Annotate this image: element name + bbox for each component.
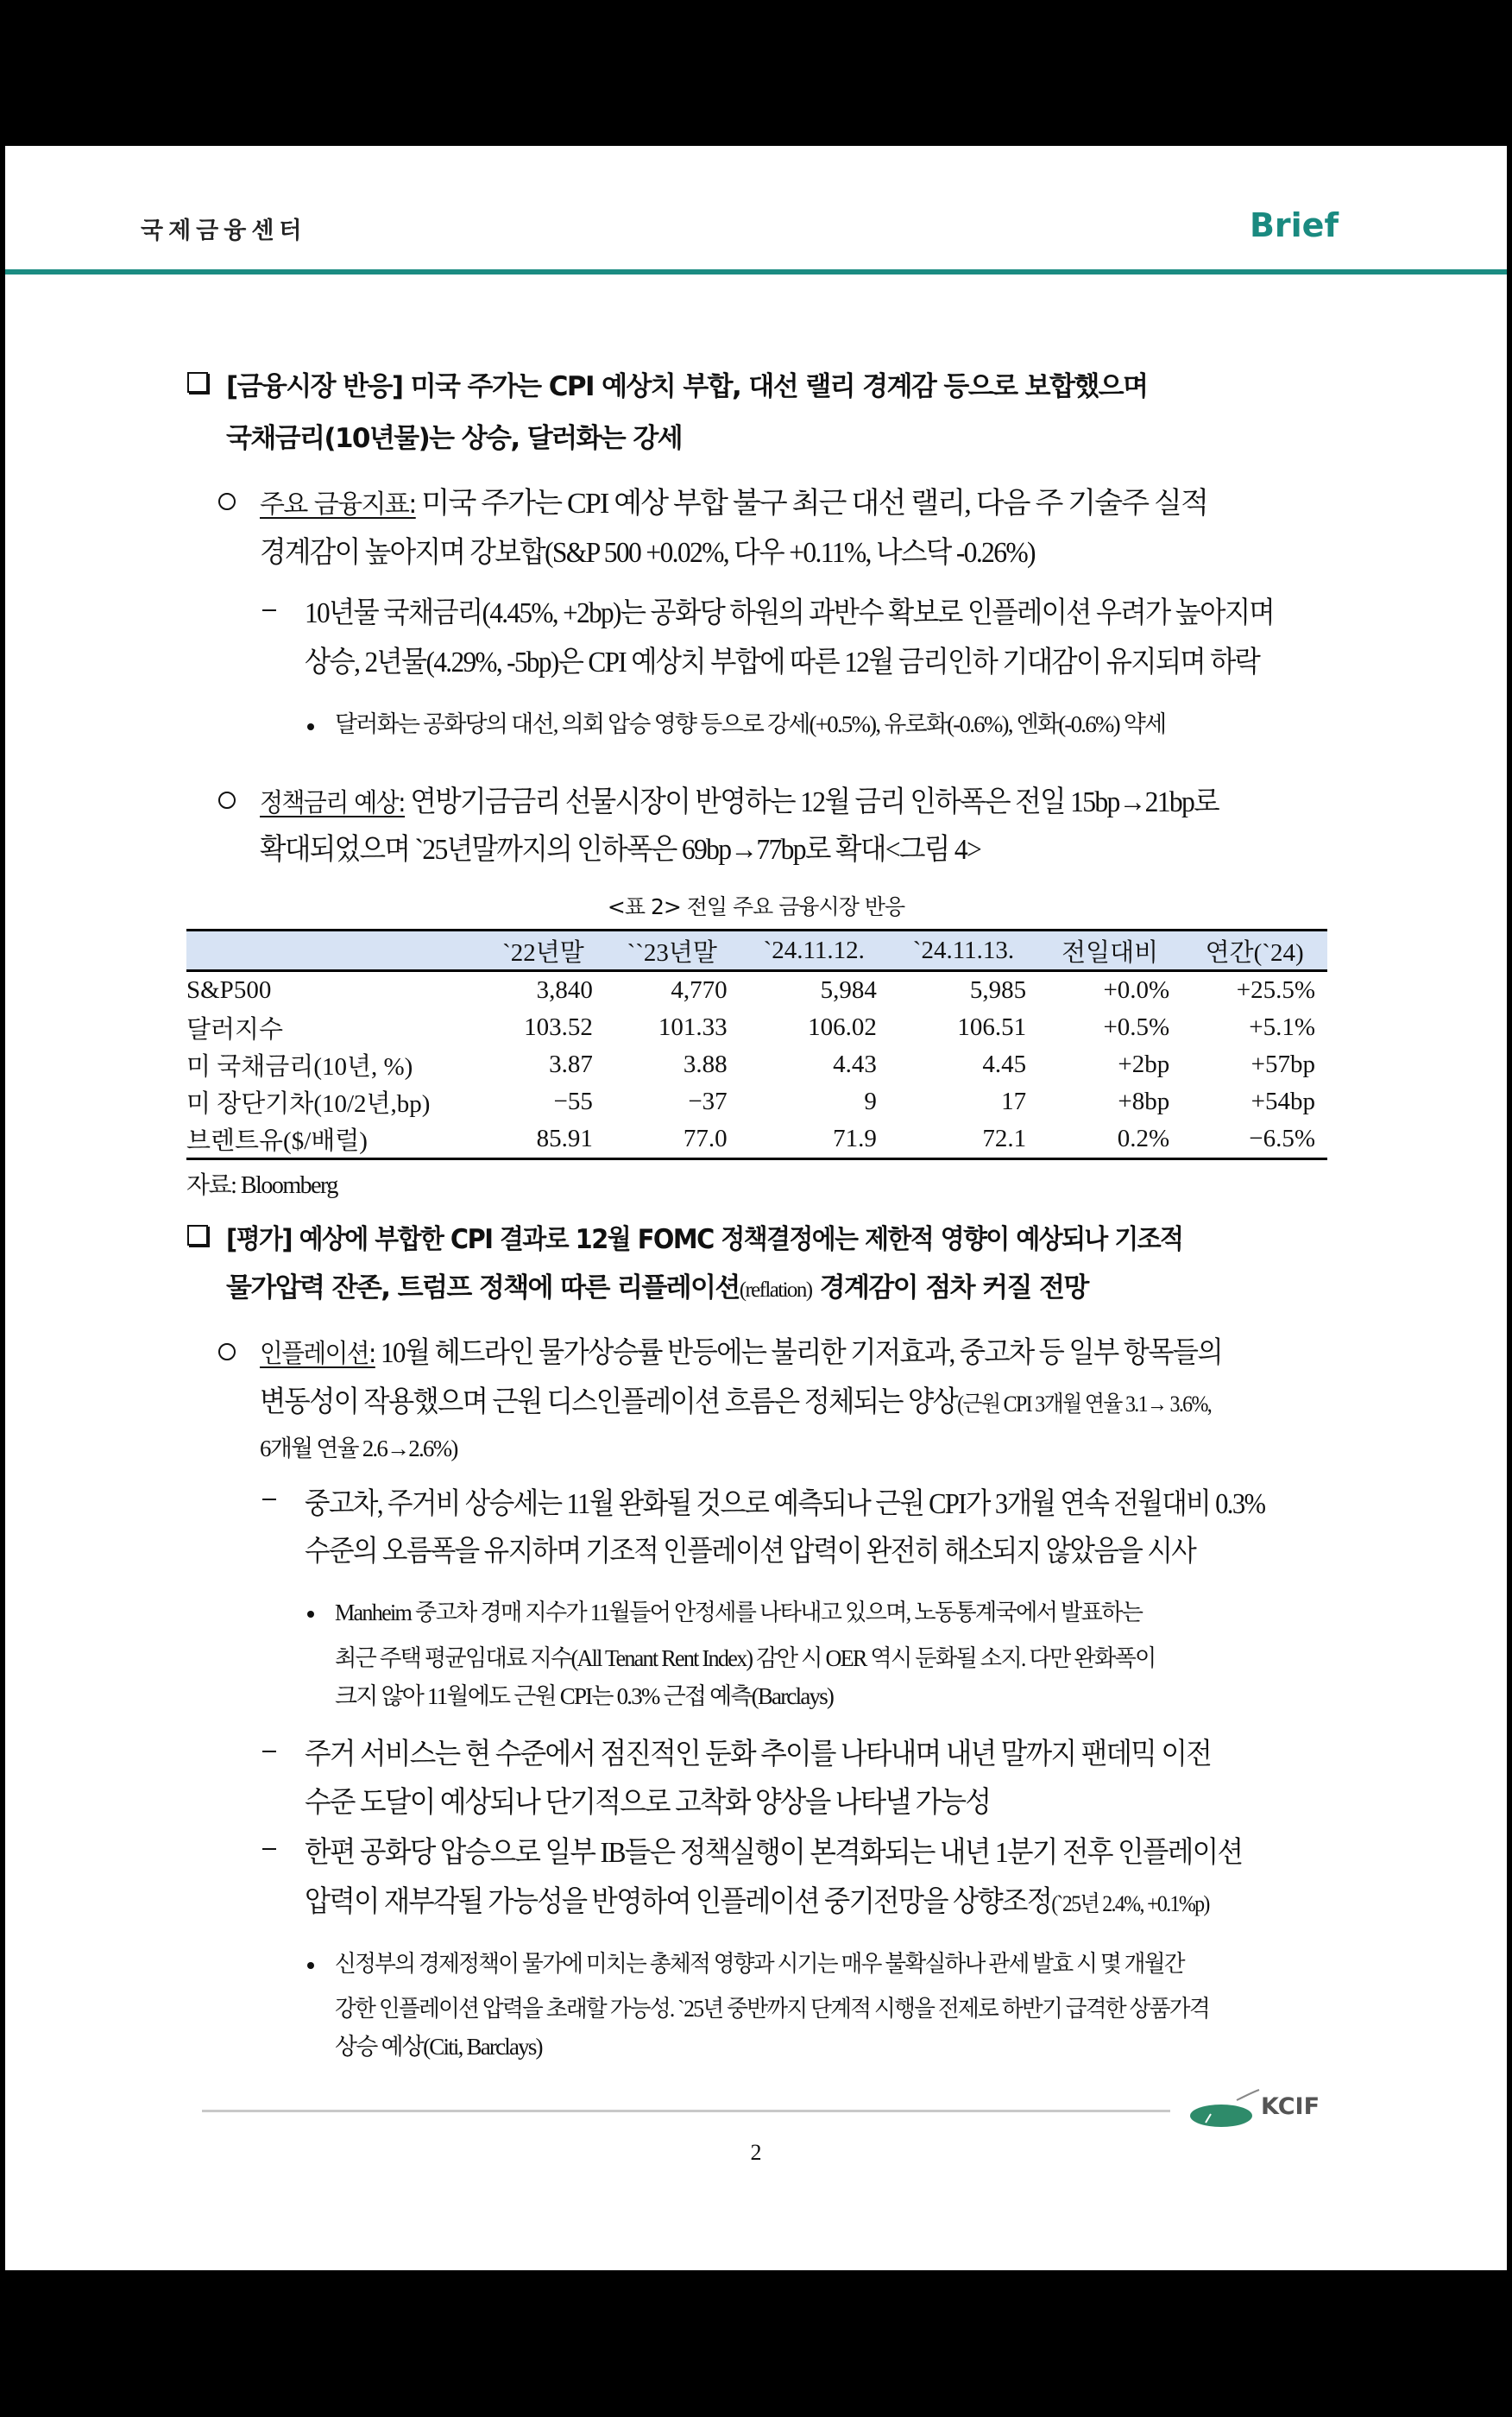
table-cell: 3.87 — [549, 1051, 593, 1078]
table-cell: +5.1% — [1249, 1013, 1315, 1041]
heading-text-en: (reflation) — [739, 1278, 812, 1302]
heading-text: 경계감이 점차 커질 전망 — [811, 1272, 1088, 1303]
ib-forecast-line2 — [305, 1877, 1209, 1920]
table-cell: 4.45 — [982, 1051, 1027, 1078]
checkbox-square-icon — [187, 372, 208, 393]
item-text: 연방기금금리 선물시장이 반영하는 12월 금리 인하폭은 전일 15bp→21bp로 — [405, 786, 1219, 818]
table-cell: +2bp — [1118, 1051, 1170, 1078]
table-cell: 0.2% — [1038, 1120, 1181, 1159]
section2-heading-line2 — [226, 1265, 1088, 1304]
table-row — [186, 1046, 1327, 1083]
item-financial-indicators-line1 — [260, 479, 1207, 521]
table-cell: +8bp — [1118, 1088, 1170, 1115]
table-row — [186, 971, 1327, 1010]
item-label: 인플레이션: — [260, 1339, 375, 1369]
column-header: 전일대비 — [1038, 931, 1181, 971]
table-cell: 106.51 — [957, 1013, 1027, 1041]
org-name: 국제금융센터 — [141, 218, 307, 244]
column-header: 연간(`24) — [1181, 931, 1327, 971]
table-source: 자료: Bloomberg — [186, 1172, 337, 1199]
item-text-note: (`25년 2.4%, +0.1%p) — [1051, 1891, 1209, 1916]
item-label: 주요 금융지표: — [260, 489, 416, 520]
column-header: `22년말 — [482, 931, 605, 971]
used-car-line2: 수준의 오름폭을 유지하며 기조적 인플레이션 압력이 완전히 해소되지 않았음을 시사 — [305, 1536, 1196, 1568]
dot-bullet-icon — [307, 723, 314, 730]
item-text: 10월 헤드라인 물가상승률 반등에는 불리한 기저효과, 중고차 등 일부 항목들의 — [375, 1337, 1222, 1369]
table-cell: 17 — [1001, 1088, 1027, 1115]
item-label: 정책금리 예상: — [260, 788, 406, 818]
manheim-line2: 최근 주택 평균임대료 지수(All Tenant Rent Index) 감안 시 OER 역시 둔화될 소지. 다만 완화폭이 — [335, 1645, 1156, 1671]
table-cell: 106.02 — [808, 1013, 877, 1041]
dash-bullet-icon — [262, 609, 276, 611]
new-gov-line2: 강한 인플레이션 압력을 초래할 가능성. `25년 중반까지 단계적 시행을 전제로 하반기 급격한 상품가격 — [335, 1996, 1209, 2022]
table-cell: +57bp — [1251, 1051, 1315, 1078]
table-cell: 4,770 — [671, 976, 728, 1004]
item-inflation-line1 — [260, 1328, 1222, 1371]
table-row — [186, 1009, 1327, 1046]
kcif-logo-text: KCIF — [1261, 2093, 1320, 2120]
item-text-note: (근원 CPI 3개월 연율 3.1→ 3.6%, — [957, 1392, 1212, 1417]
ib-forecast-line1: 한편 공화당 압승으로 일부 IB들은 정책실행이 본격화되는 내년 1분기 전후 인플레이션 — [305, 1837, 1243, 1869]
item-policy-rate-line2: 확대되었으며 `25년말까지의 인하폭은 69bp→77bp로 확대<그림 4> — [260, 834, 981, 866]
section1-heading-line2: 국채금리(10년물)는 상승, 달러화는 강세 — [226, 423, 683, 454]
housing-line1: 주거 서비스는 현 수준에서 점진적인 둔화 추이를 나타내며 내년 말까지 팬데믹 이전 — [305, 1739, 1212, 1770]
table-cell: −37 — [688, 1088, 728, 1115]
item-text: 압력이 재부각될 가능성을 반영하여 인플레이션 중기전망을 상향조정 — [305, 1886, 1052, 1918]
table-cell: 71.9 — [740, 1120, 889, 1159]
table-caption: <표 2> 전일 주요 금융시장 반응 — [607, 894, 905, 919]
item-inflation-line3: 6개월 연율 2.6→2.6%) — [260, 1436, 457, 1461]
table-cell: −55 — [553, 1088, 593, 1115]
table-cell: 4.43 — [833, 1051, 877, 1078]
dash-bullet-icon — [262, 1751, 276, 1752]
table-cell: −6.5% — [1181, 1120, 1327, 1159]
column-header: `24.11.13. — [889, 931, 1038, 971]
dash-bullet-icon — [262, 1499, 276, 1500]
header-divider — [5, 269, 1507, 275]
table-cell: 77.0 — [605, 1120, 740, 1159]
circle-bullet-icon — [218, 493, 236, 510]
manheim-line1: Manheim 중고차 경매 지수가 11월들어 안정세를 나타내고 있으며, 노동통계국에서 발표하는 — [335, 1600, 1143, 1625]
section1-heading-line1: [금융시장 반응] 미국 주가는 CPI 예상치 부합, 대선 랠리 경계감 등으로 보합했으며 — [226, 371, 1148, 402]
column-header — [186, 931, 482, 971]
table-cell: 3.88 — [683, 1051, 728, 1078]
table-cell: +0.5% — [1103, 1013, 1170, 1041]
used-car-line1: 중고차, 주거비 상승세는 11월 완화될 것으로 예측되나 근원 CPI가 3개월 연속 전월대비 0.3% — [305, 1488, 1265, 1520]
new-gov-line3: 상승 예상(Citi, Barclays) — [335, 2034, 542, 2060]
table-header-row — [186, 931, 1327, 971]
row-label: S&P500 — [186, 976, 272, 1004]
item-text: 변동성이 작용했으며 근원 디스인플레이션 흐름은 정체되는 양상 — [260, 1386, 958, 1418]
table-cell: 9 — [864, 1088, 877, 1115]
item-policy-rate-line1 — [260, 778, 1219, 820]
item-text: 미국 주가는 CPI 예상 부합 불구 최근 대선 랠리, 다음 주 기술주 실적 — [415, 488, 1208, 520]
treasury-line2: 상승, 2년물(4.29%, -5bp)은 CPI 예상치 부합에 따른 12월 금리인하 기대감이 유지되며 하락 — [305, 647, 1260, 678]
column-header: `24.11.12. — [740, 931, 889, 971]
column-header: ``23년말 — [605, 931, 740, 971]
section2-heading-line1: [평가] 예상에 부합한 CPI 결과로 12월 FOMC 정책결정에는 제한적 영향이 예상되나 기조적 — [226, 1224, 1183, 1255]
table-row — [186, 1120, 1327, 1159]
dot-bullet-icon — [307, 1962, 314, 1969]
table-cell: 5,985 — [969, 976, 1027, 1004]
table-cell: 101.33 — [658, 1013, 728, 1041]
row-label: 미 장단기차(10/2년,bp) — [186, 1090, 431, 1118]
dot-bullet-icon — [307, 1611, 314, 1618]
row-label: 달러지수 — [186, 1016, 284, 1044]
market-reaction-table — [186, 929, 1327, 1160]
item-financial-indicators-line2: 경계감이 높아지며 강보합(S&P 500 +0.02%, 다우 +0.11%, 나스닥 -0.26%) — [260, 537, 1035, 569]
table-cell: +0.0% — [1103, 976, 1170, 1004]
heading-text: 물가압력 잔존, 트럼프 정책에 따른 리플레이션 — [226, 1272, 740, 1303]
dash-bullet-icon — [262, 1848, 276, 1850]
footer-divider — [202, 2110, 1170, 2112]
housing-line2: 수준 도달이 예상되나 단기적으로 고착화 양상을 나타낼 가능성 — [305, 1787, 991, 1819]
page-number: 2 — [750, 2140, 762, 2165]
row-label: 미 국채금리(10년, %) — [186, 1053, 413, 1081]
dollar-bullet: 달러화는 공화당의 대선, 의회 압승 영향 등으로 강세(+0.5%), 유로화(-0.6%), 엔화(-0.6%) 약세 — [335, 711, 1166, 737]
table-cell: 85.91 — [482, 1120, 605, 1159]
table-row — [186, 1083, 1327, 1120]
checkbox-square-icon — [187, 1225, 208, 1246]
treasury-line1: 10년물 국채금리(4.45%, +2bp)는 공화당 하원의 과반수 확보로 인플레이션 우려가 높아지며 — [305, 597, 1274, 629]
new-gov-line1: 신정부의 경제정책이 물가에 미치는 총체적 영향과 시기는 매우 불확실하나 관세 발효 시 몇 개월간 — [335, 1951, 1184, 1977]
table-cell: +25.5% — [1236, 976, 1315, 1004]
table-cell: 3,840 — [536, 976, 593, 1004]
row-label: 브렌트유($/배럴) — [186, 1120, 482, 1159]
table-cell: 72.1 — [889, 1120, 1038, 1159]
document-page — [5, 146, 1507, 2270]
manheim-line3: 크지 않아 11월에도 근원 CPI는 0.3% 근접 예측(Barclays) — [335, 1683, 834, 1709]
table-cell: +54bp — [1251, 1088, 1315, 1115]
table-cell: 103.52 — [524, 1013, 593, 1041]
circle-bullet-icon — [218, 792, 236, 809]
item-inflation-line2 — [260, 1378, 1211, 1420]
table-cell: 5,984 — [820, 976, 877, 1004]
circle-bullet-icon — [218, 1343, 236, 1360]
doc-type-label: Brief — [1249, 206, 1339, 244]
